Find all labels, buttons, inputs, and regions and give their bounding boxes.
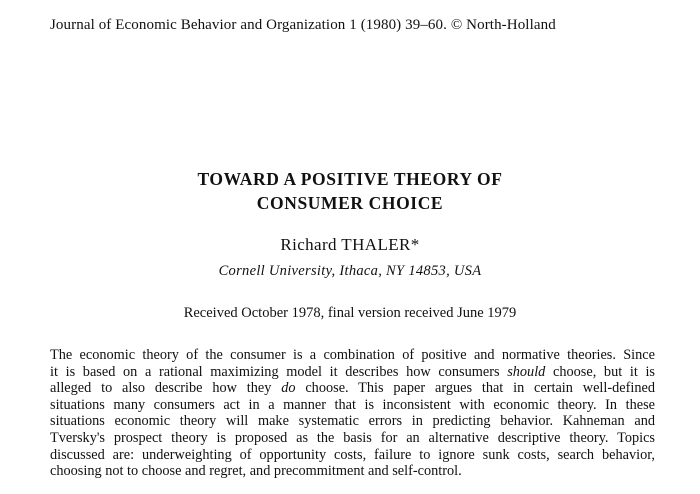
received-dates: Received October 1978, final version received June 1979: [183, 305, 517, 321]
abstract-line-1: The economic theory of the consumer is a combination of positive and normative theories. Since: [50, 347, 655, 363]
abstract-text: it is based on a rational maximizing model it describes how consumers: [50, 363, 508, 380]
abstract-line-6: Tversky's prospect theory is proposed as the basis for an alternative descriptive theory. Topics: [50, 429, 655, 446]
abstract-line-8: choosing not to choose and regret, and precommitment and self-control.: [50, 463, 462, 480]
abstract-line-2: [50, 364, 655, 381]
title-line-2: CONSUMER CHOICE: [256, 193, 444, 213]
paper-title: [0, 167, 700, 215]
author-name: Richard THALER*: [280, 235, 420, 254]
abstract-line-3: [50, 380, 655, 397]
journal-citation: Journal of Economic Behavior and Organization 1 (1980) 39–60. © North-Holland: [50, 17, 556, 33]
author-affiliation: Cornell University, Ithaca, NY 14853, USA: [218, 263, 482, 279]
abstract-line-4: situations many consumers act in a manner that is inconsistent with economic theory. In these: [50, 396, 655, 413]
abstract-text: choose. This paper argues that in certain well-defined: [295, 380, 655, 397]
title-line-1: TOWARD A POSITIVE THEORY OF: [197, 169, 503, 189]
abstract: [50, 347, 655, 480]
abstract-line-7: discussed are: underweighting of opportunity costs, failure to ignore sunk costs, search behavior,: [50, 446, 655, 463]
abstract-text: alleged to also describe how they: [50, 380, 282, 397]
abstract-text: choose, but it is: [545, 363, 655, 380]
abstract-line-5: situations economic theory will make systematic errors in predicting behavior. Kahneman and: [50, 413, 655, 430]
abstract-emphasis: do: [281, 380, 296, 397]
abstract-emphasis: should: [507, 363, 546, 380]
